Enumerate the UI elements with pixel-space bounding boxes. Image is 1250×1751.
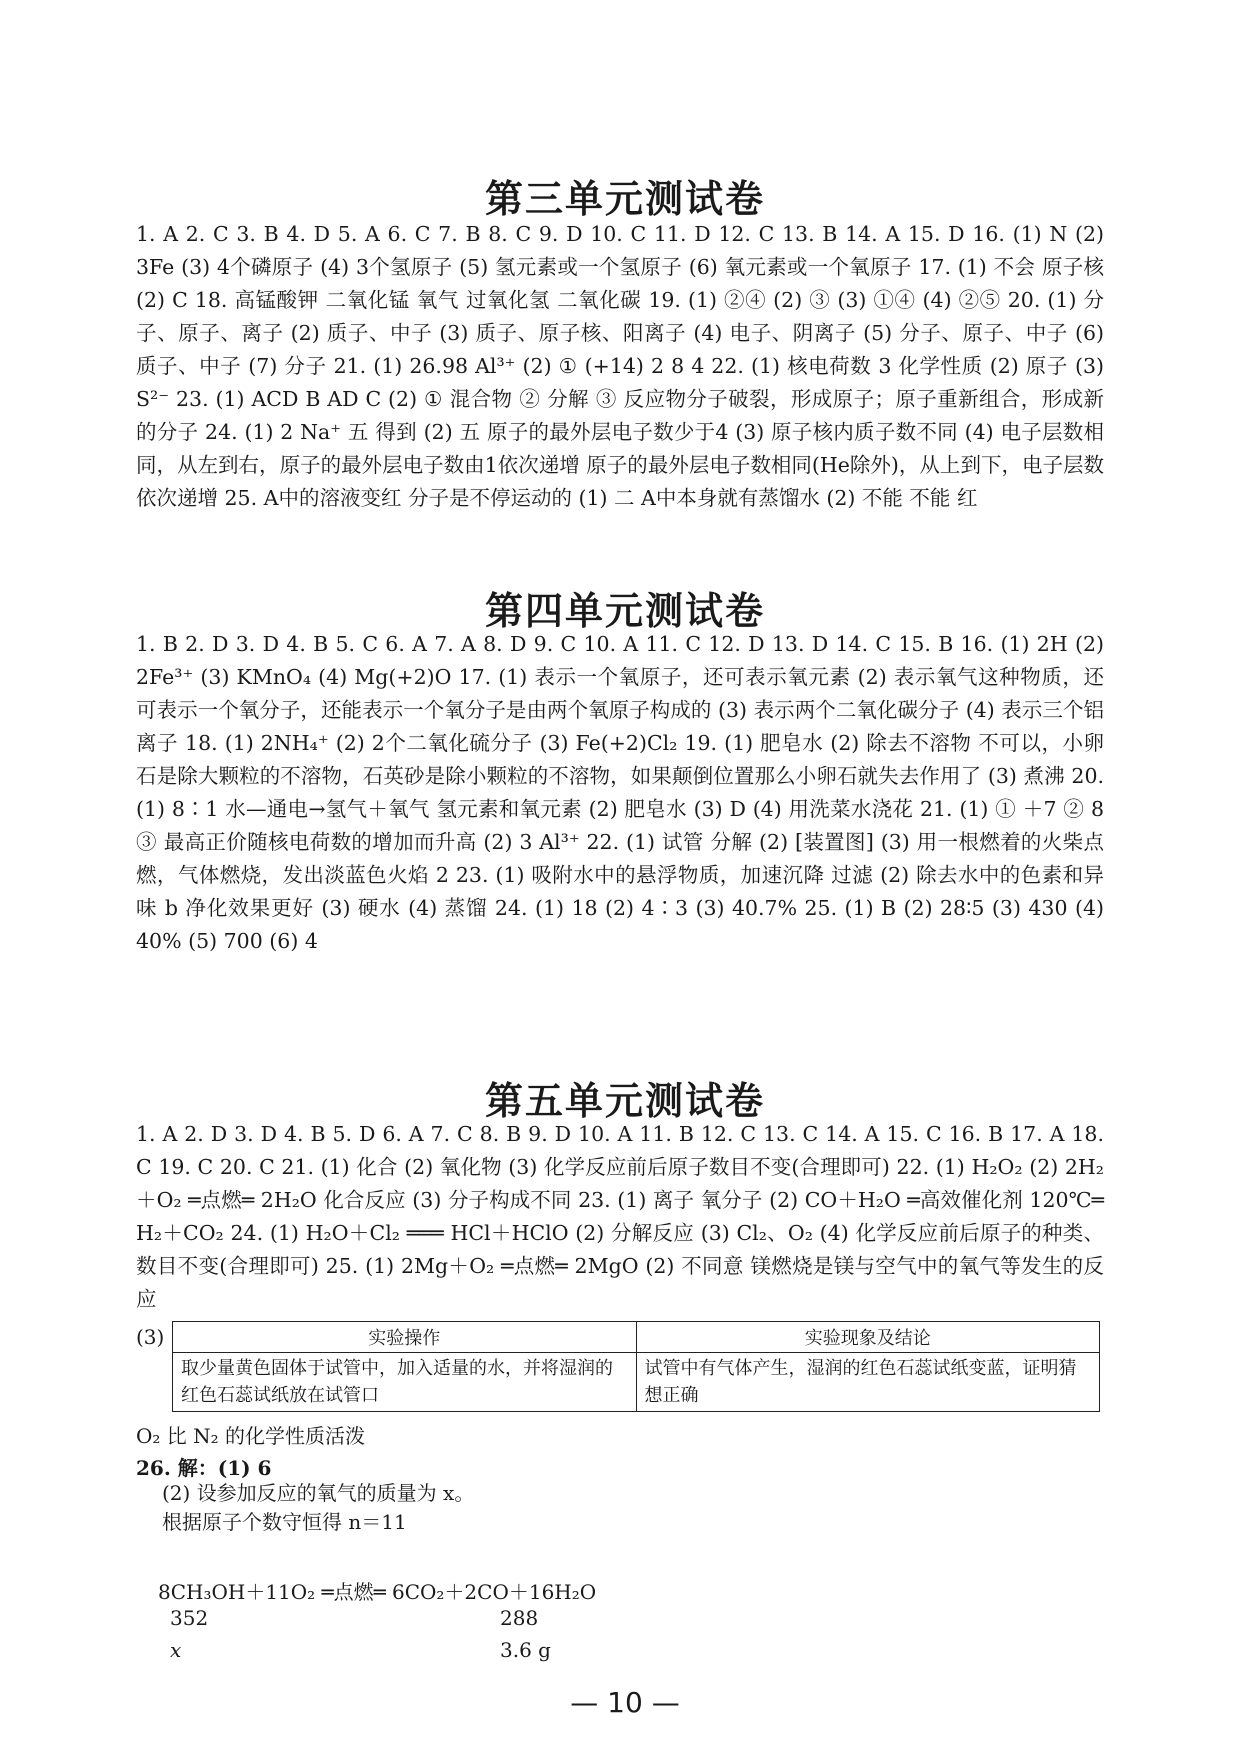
unit3-title: 第三单元测试卷 <box>484 177 765 221</box>
unit3-answers: 1. A 2. C 3. B 4. D 5. A 6. C 7. B 8. C 9. D 10. C 11. D 12. C 13. B 14. A 15. D 16. (1) N (2) 3Fe (3) 4个磷原子 (4) 3个氢原子 (5) 氢元素或一个氢原子 (6) 氧元素或一个氧原子 17. (1) 不会 原子核 (2) C 18. 高锰酸钾 二氧化锰 氧气 过氧化氢 二氧化碳 19. (1) ②④ (2) ③ (3) ①④ (4) ②⑤ 20. (1) 分子、原子、离子 (2) 质子、中子 (3) 质子、原子核、阳离子 (4) 电子、阴离子 (5) 分子、原子、中子 (6) 质子、中子 (7) 分子 21. (1) 26.98 Al³⁺ (2) ① (+14) 2 8 4 22. (1) 核电荷数 3 化学性质 (2) 原子 (3) S²⁻ 23. (1) ACD B AD C (2) ① 混合物 ② 分解 ③ 反应物分子破裂，形成原子；原子重新组合，形成新的分子 24. (1) 2 Na⁺ 五 得到 (2) 五 原子的最外层电子数少于4 (3) 原子核内质子数不同 (4) 电子层数相同，从左到右，原子的最外层电子数由1依次递增 原子的最外层电子数相同(He除外)，从上到下，电子层数依次递增 25. A中的溶液变红 分子是不停运动的 (1) 二 A中本身就有蒸馏水 (2) 不能 不能 红 <box>136 222 1104 510</box>
table-label: (3) <box>136 1325 165 1349</box>
table-cell-result: 试管中有气体产生，湿润的红色石蕊试纸变蓝，证明猜想正确 <box>636 1353 1100 1412</box>
table-header-operation: 实验操作 <box>173 1322 637 1353</box>
table-row <box>173 1353 1100 1412</box>
experiment-table <box>172 1321 1100 1412</box>
table-header-row <box>173 1322 1100 1353</box>
page-number: — 10 — <box>570 1686 680 1719</box>
table-conclusion: O₂ 比 N₂ 的化学性质活泼 <box>136 1424 366 1448</box>
calc-equation: 8CH₃OH＋11O₂ ═点燃═ 6CO₂＋2CO＋16H₂O <box>158 1580 597 1604</box>
unit4-title: 第四单元测试卷 <box>484 589 765 633</box>
unit5-title: 第五单元测试卷 <box>484 1079 765 1123</box>
calc-setup: (2) 设参加反应的氧气的质量为 x。 <box>162 1481 475 1505</box>
unit4-answers: 1. B 2. D 3. D 4. B 5. C 6. A 7. A 8. D 9. C 10. A 11. C 12. D 13. D 14. C 15. B 16. (1) 2H (2) 2Fe³⁺ (3) KMnO₄ (4) Mg(+2)O 17. (1) 表示一个氧原子，还可表示氧元素 (2) 表示氧气这种物质，还可表示一个氧分子，还能表示一个氧分子是由两个氧原子构成的 (3) 表示两个二氧化碳分子 (4) 表示三个铝离子 18. (1) 2NH₄⁺ (2) 2个二氧化硫分子 (3) Fe(+2)Cl₂ 19. (1) 肥皂水 (2) 除去不溶物 不可以，小卵石是除大颗粒的不溶物，石英砂是除小颗粒的不溶物，如果颠倒位置那么小卵石就失去作用了 (3) 煮沸 20. (1) 8∶1 水—通电→氢气＋氧气 氢元素和氧元素 (2) 肥皂水 (3) D (4) 用洗菜水浇花 21. (1) ① ＋7 ② 8 ③ 最高正价随核电荷数的增加而升高 (2) 3 Al³⁺ 22. (1) 试管 分解 (2) [装置图] (3) 用一根燃着的火柴点燃，气体燃烧，发出淡蓝色火焰 2 23. (1) 吸附水中的悬浮物质，加速沉降 过滤 (2) 除去水中的色素和异味 b 净化效果更好 (3) 硬水 (4) 蒸馏 24. (1) 18 (2) 4∶3 (3) 40.7% 25. (1) B (2) 28∶5 (3) 430 (4) 40% (5) 700 (6) 4 <box>136 632 1104 953</box>
q26-answer: 26. 解：(1) 6 <box>136 1456 272 1480</box>
table-cell-operation: 取少量黄色固体于试管中，加入适量的水，并将湿润的红色石蕊试纸放在试管口 <box>173 1353 637 1412</box>
calc-mass-1: 352 <box>170 1606 209 1630</box>
calc-conservation: 根据原子个数守恒得 n＝11 <box>162 1510 407 1534</box>
unit5-answers: 1. A 2. D 3. D 4. B 5. D 6. A 7. C 8. B 9. D 10. A 11. B 12. C 13. C 14. A 15. C 16. B 17. A 18. C 19. C 20. C 21. (1) 化合 (2) 氧化物 (3) 化学反应前后原子数目不变(合理即可) 22. (1) H₂O₂ (2) 2H₂＋O₂ ═点燃═ 2H₂O 化合反应 (3) 分子构成不同 23. (1) 离子 氧分子 (2) CO＋H₂O ═高效催化剂 120℃═ H₂＋CO₂ 24. (1) H₂O＋Cl₂ ═══ HCl＋HClO (2) 分解反应 (3) Cl₂、O₂ (4) 化学反应前后原子的种类、数目不变(合理即可) 25. (1) 2Mg＋O₂ ═点燃═ 2MgO (2) 不同意 镁燃烧是镁与空气中的氧气等发生的反应 <box>136 1122 1104 1311</box>
calc-var-value: 3.6 g <box>500 1638 551 1662</box>
calc-mass-2: 288 <box>500 1606 539 1630</box>
calc-var-x: x <box>170 1638 182 1662</box>
table-header-result: 实验现象及结论 <box>636 1322 1100 1353</box>
